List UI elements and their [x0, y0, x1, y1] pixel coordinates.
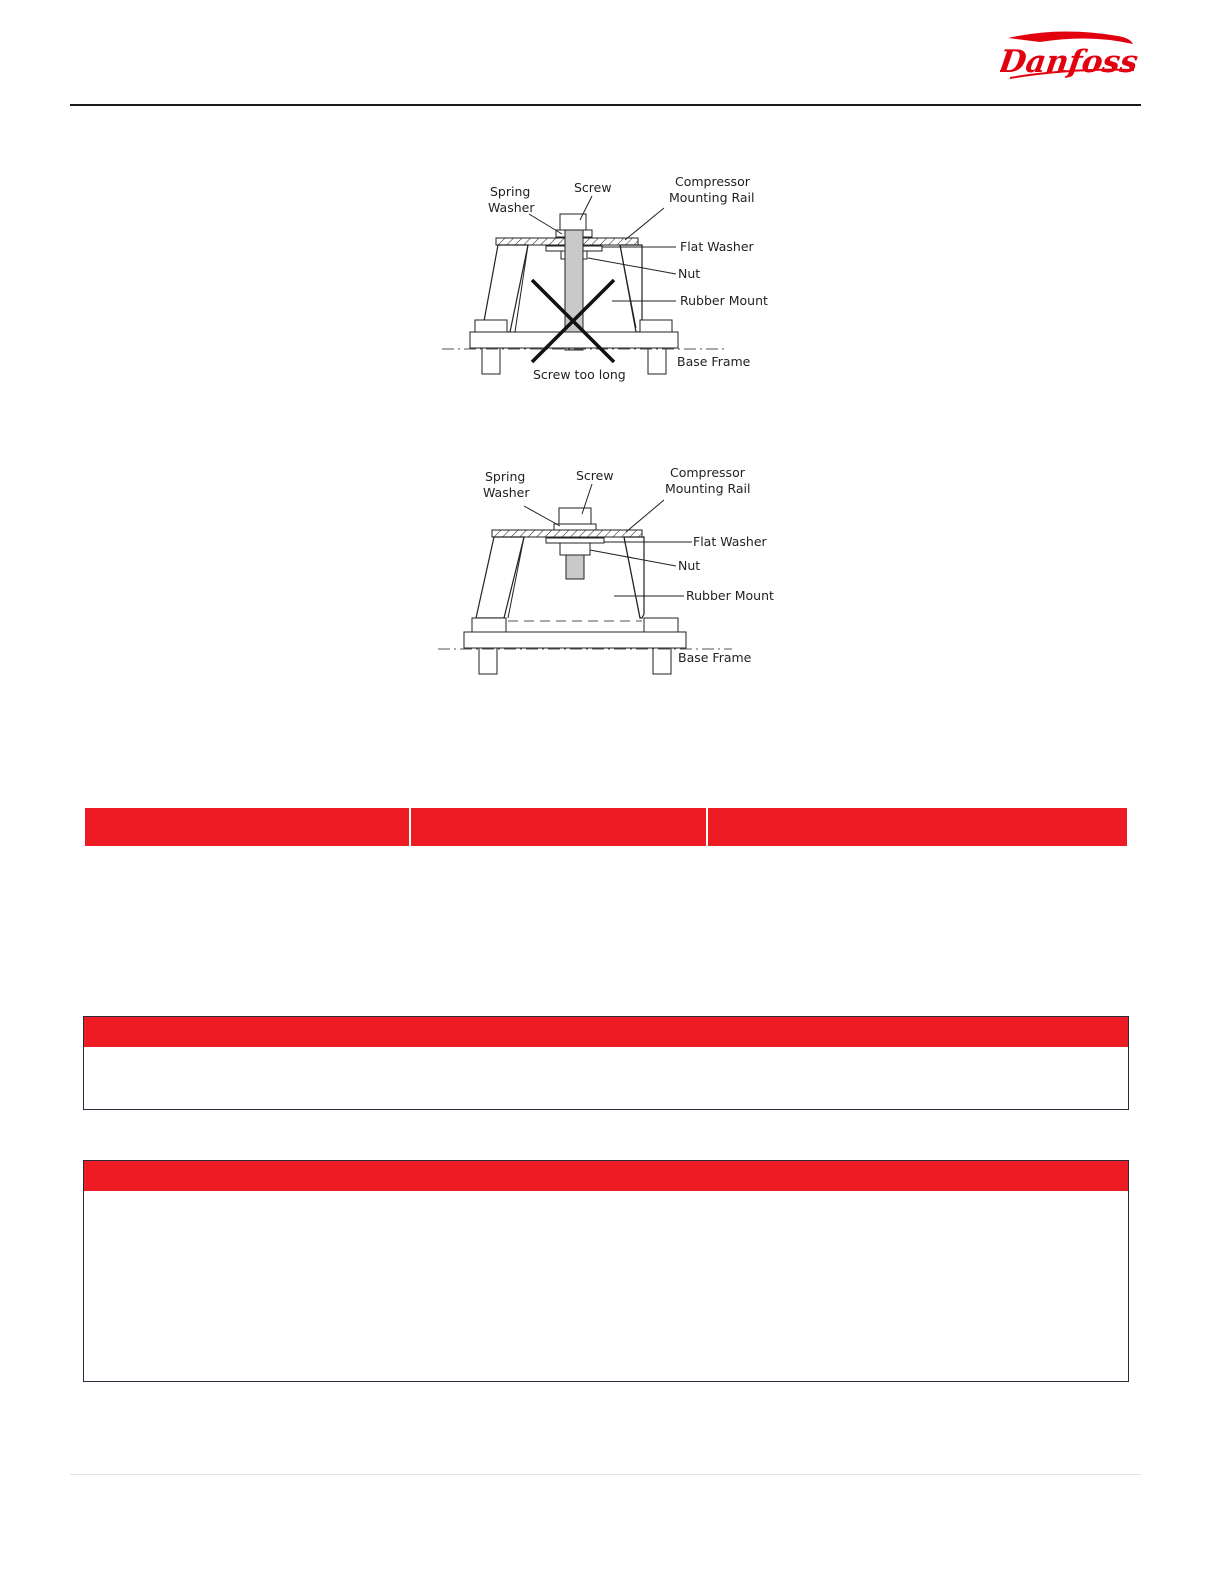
table-header-cell-3 — [708, 808, 1127, 846]
label-compressor: Compressor — [670, 465, 745, 480]
label-compressor: Compressor — [675, 174, 750, 189]
label-washer: Washer — [483, 485, 530, 500]
table-header-cell-2 — [411, 808, 706, 846]
label-screw: Screw — [574, 180, 612, 195]
label-screw: Screw — [576, 468, 614, 483]
label-rubber-mount: Rubber Mount — [686, 588, 774, 603]
header-rule — [70, 104, 1141, 106]
label-nut: Nut — [678, 558, 701, 573]
label-flat-washer: Flat Washer — [680, 239, 754, 254]
spec-table — [83, 808, 1129, 846]
notice-box-2 — [83, 1160, 1129, 1382]
footer-rule — [70, 1474, 1141, 1475]
label-spring: Spring — [490, 184, 531, 199]
label-flat-washer: Flat Washer — [693, 534, 767, 549]
figure-correct-screw — [420, 458, 800, 688]
danfoss-logo — [1000, 28, 1140, 84]
figure-screw-too-long — [420, 170, 800, 400]
notice-header-bar — [84, 1017, 1128, 1047]
notice-box-1 — [83, 1016, 1129, 1110]
label-mounting-rail: Mounting Rail — [665, 481, 751, 496]
label-base-frame: Base Frame — [677, 354, 751, 369]
notice-header-bar — [84, 1161, 1128, 1191]
logo-wordmark: Danfoss — [1000, 44, 1140, 80]
label-nut: Nut — [678, 266, 701, 281]
label-screw-too-long: Screw too long — [533, 367, 626, 382]
label-base-frame: Base Frame — [678, 650, 752, 665]
label-mounting-rail: Mounting Rail — [669, 190, 755, 205]
table-header-cell-1 — [85, 808, 409, 846]
label-rubber-mount: Rubber Mount — [680, 293, 768, 308]
label-washer: Washer — [488, 200, 535, 215]
label-spring: Spring — [485, 469, 526, 484]
